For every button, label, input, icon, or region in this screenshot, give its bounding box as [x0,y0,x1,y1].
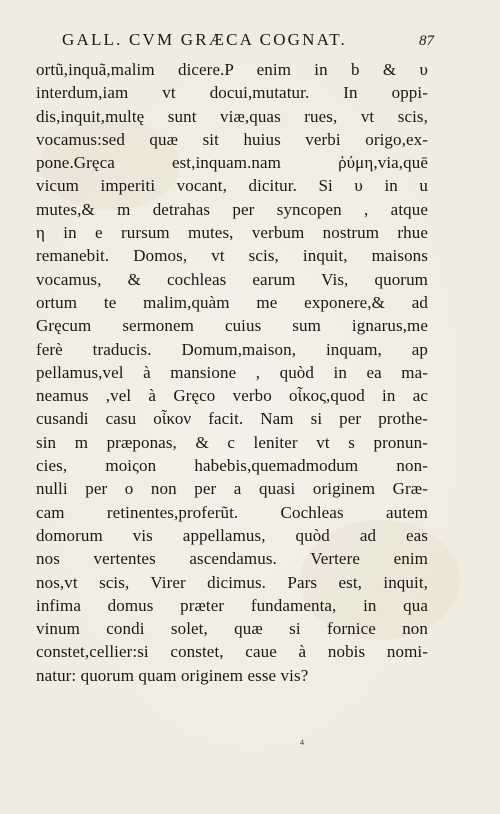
running-head [62,30,434,52]
text-line: pellamus,vel à mansione , quòd in ea ma- [36,362,428,382]
text-line: infima domus præter fundamenta, in qua [36,595,428,615]
text-line: vocamus:sed quæ sit huius verbi origo,ex- [36,129,428,149]
text-line: remanebit. Domos, vt scis, inquit, maisons [36,246,428,266]
text-line: vocamus, & cochleas earum Vis, quorum [36,269,428,289]
text-line: vicum imperiti vocant, dicitur. Si υ in u [36,176,428,196]
text-line: ortum te malim,quàm me exponere,& ad [36,292,428,312]
text-line: cies, moiςon habebis,quemadmodum non- [36,456,428,476]
text-line: interdum,iam vt docui,mutatur. In oppi- [36,83,428,103]
text-line: nos,vt scis, Virer dicimus. Pars est, inquit, [36,572,428,592]
catchword: 4 [300,738,304,747]
text-line: neamus ,vel à Gręco verbo οἶκος,quod in ac [36,386,428,406]
text-line: cam retinentes,proferũt. Cochleas autem [36,502,428,522]
body-text [36,58,428,687]
text-line: ortũ,inquã,malim dicere.P enim in b & υ [36,60,428,79]
page-number: 87 [419,33,434,49]
text-line: domorum vis appellamus, quòd ad eas [36,525,428,545]
text-line: sin m præponas, & c leniter vt s pronun- [36,432,428,452]
text-line: natur: quorum quam originem esse vis? [36,665,309,685]
text-line: vinum condi solet, quæ si fornice non [36,619,428,639]
text-line: nos vertentes ascendamus. Vertere enim [36,549,428,569]
text-line: η in e rursum mutes, verbum nostrum rhue [36,223,428,243]
text-line: nulli per o non per a quasi originem Græ- [36,479,428,499]
running-title: GALL. CVM GRÆCA COGNAT. [62,30,347,49]
text-line: constet,cellier:si constet, caue à nobis nomi- [36,642,428,662]
text-line: ferè traducis. Domum,maison, inquam, ap [36,339,428,359]
text-line: pone.Gręca est,inquam.nam ῥύμη,via,quē [36,153,428,173]
text-line: Gręcum sermonem cuius sum ignarus,me [36,316,428,336]
text-line: mutes,& m detrahas per syncopen , atque [36,199,428,219]
text-line: dis,inquit,multę sunt viæ,quas rues, vt scis, [36,106,428,126]
text-line: cusandi casu οἶκον facit. Nam si per prothe- [36,409,428,429]
